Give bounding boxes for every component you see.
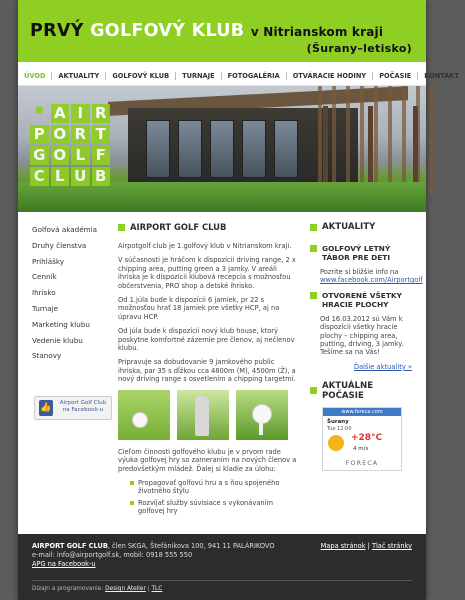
nav-golfovy-klub[interactable]: GOLFOVÝ KLUB: [106, 72, 176, 80]
weather-temperature: +28°C: [351, 432, 383, 443]
square-bullet-icon: [310, 387, 317, 394]
title-part3: v Nitrianskom kraji: [250, 25, 384, 39]
hero-window: [274, 120, 298, 178]
news-item-title[interactable]: OTVORENÉ VŠETKY HRACIE PLOCHY: [310, 291, 412, 309]
sidebar-item-cennik[interactable]: Cenník: [32, 272, 57, 282]
weather-wind: 4 m/s: [353, 445, 369, 452]
square-bullet-icon: [310, 292, 317, 299]
square-bullet-icon: [118, 224, 125, 231]
weather-city: Šurany: [327, 418, 349, 425]
paragraph: Pripravuje sa dobudovanie 9 jamkového public ihriska, par 35 s dĺžkou cca 4800m (M), 4500m (Ž), a nový driving range s osvetlením a chipping targetmi.: [118, 358, 296, 384]
photo-golfer[interactable]: [177, 390, 229, 440]
site-title[interactable]: [30, 21, 383, 41]
sidebar-item-vedenie[interactable]: Vedenie klubu: [32, 335, 83, 345]
goals-list: [130, 479, 300, 516]
golf-tee: [259, 421, 263, 435]
thumbs-up-icon: 👍: [39, 400, 53, 416]
square-bullet-icon: [310, 224, 317, 231]
nav-otvaracie-hodiny[interactable]: OTVÁRACIE HODINY: [287, 72, 373, 80]
print-page-link[interactable]: Tlač stránky: [371, 542, 412, 550]
weather-widget[interactable]: [322, 407, 402, 471]
footer: [18, 534, 426, 600]
paragraph: Cieľom činnosti golfového klubu je v prvom rade výuka golfovej hry so zameraním na nových členov a predovšetkým mládež. Ďalej si kladie za úlohu:: [118, 447, 297, 473]
hero-pergola: [318, 86, 438, 196]
list-item: Rozvíjať služby súvisiace s vykonávaním golfovej hry: [130, 499, 300, 516]
weather-site: www.foreca.com: [323, 408, 401, 416]
footer-address: , člen SKGA, Štefánikova 100, 941 11 PALÁRIKOVO: [107, 542, 275, 550]
main-nav: [18, 67, 459, 86]
list-item: Propagovať golfovú hru a s ňou spojeného životného štýlu: [130, 479, 300, 496]
nav-kontakt[interactable]: KONTAKT: [424, 72, 459, 80]
footer-contact: e-mail: info@airportgolf.sk, mobil: 0918 555 550: [32, 551, 193, 559]
hero-window: [242, 120, 266, 178]
footer-credit: Dizajn a programovanie: Design Atelier | TLC: [32, 586, 163, 592]
news-section-title: AKTUALITY: [310, 222, 412, 232]
hero-window: [178, 120, 202, 178]
hero-post: [323, 106, 328, 192]
golfer-figure: [195, 396, 209, 436]
sidebar-item-ihrisko[interactable]: Ihrisko: [32, 288, 56, 298]
paragraph: Od júla bude k dispozícii nový klub house, ktorý poskytne komfortné zázemie pre členov, aj nečlenov klubu.: [118, 327, 295, 353]
facebook-badge-text: Airport Golf Club na Facebook-u: [59, 400, 107, 413]
site-subtitle: (Šurany–letisko): [306, 42, 412, 55]
sitemap-link[interactable]: Mapa stránok: [320, 542, 366, 550]
photo-strip: [118, 390, 300, 440]
main-content: [118, 222, 300, 519]
right-column: [310, 222, 423, 471]
sidebar-item-druhy-clenstva[interactable]: Druhy členstva: [32, 240, 87, 250]
page: [18, 0, 459, 600]
hero-window: [210, 120, 234, 178]
nav-uvod[interactable]: ÚVOD: [18, 72, 52, 80]
nav-fotogaleria[interactable]: FOTOGALÉRIA: [222, 72, 287, 80]
paragraph: V súčasnosti je hráčom k dispozícii driving range, 2 x chipping area, putting green a 3 jamky. V areáli ihriska je k dispozícii klubová recepcia s možnosťou občerstvenia, PRO shop a detské ihrisko.: [118, 256, 296, 290]
sidebar-item-prihlasky[interactable]: Prihlášky: [32, 256, 65, 266]
paragraph: Od 1.júla bude k dispozícii 6 jamiek, pr 22 s možnosťou hrať 18 jamiek pre všetky HCP, aj na úpravu HCP.: [118, 296, 280, 321]
tlc-link[interactable]: TLC: [151, 586, 163, 592]
facebook-link[interactable]: www.facebook.com/Airportgolf: [320, 276, 423, 285]
logo-dot: •: [32, 99, 47, 124]
sidebar-item-marketing[interactable]: Marketing klubu: [32, 319, 90, 329]
photo-golf-tee[interactable]: [236, 390, 288, 440]
hero-post: [413, 106, 418, 192]
sidebar-item-stanovy[interactable]: Stanovy: [32, 351, 62, 361]
footer-club-name: AIRPORT GOLF CLUB: [32, 542, 108, 550]
square-bullet-icon: [310, 245, 317, 252]
news-item-text: Od 16.03.2012 sú Vám k dispozícii všetky hracie plochy – chipping area, putting, driving, 3 jamky. Tešíme sa na Vás!: [320, 314, 404, 357]
nav-aktuality[interactable]: AKTUALITY: [52, 72, 106, 80]
sun-icon: [328, 435, 344, 451]
title-part2: GOLFOVÝ KLUB: [90, 21, 245, 41]
sidebar-item-golfova-akademia[interactable]: Golfová akadémia: [32, 225, 98, 234]
hero-post: [368, 106, 373, 192]
intro-paragraph: Airpotgolf club je 1.golfový klub v Nitrianskom kraji.: [118, 242, 292, 250]
nav-pocasie[interactable]: POČASIE: [373, 72, 418, 80]
weather-section-title: AKTUÁLNE POČASIE: [310, 381, 412, 401]
news-item-title[interactable]: GOLFOVÝ LETNÝ TÁBOR PRE DETI: [310, 244, 412, 262]
facebook-badge[interactable]: [34, 396, 112, 420]
more-news-link[interactable]: Ďalšie aktuality »: [353, 362, 412, 371]
foreca-logo: FORECA: [345, 458, 379, 467]
main-title: AIRPORT GOLF CLUB: [118, 222, 300, 232]
sidebar-nav: [32, 222, 114, 364]
footer-facebook-link[interactable]: APG na Facebook-u: [32, 560, 96, 568]
design-atelier-link[interactable]: Design Atelier: [105, 586, 146, 592]
club-logo: • A I R P O R T G O L F C L U B: [30, 104, 110, 188]
weather-time: Tue 12:00: [327, 425, 352, 432]
photo-golf-ball[interactable]: [118, 390, 170, 440]
sidebar-item-turnaje[interactable]: Turnaje: [32, 303, 59, 313]
hero-window: [146, 120, 170, 178]
news-item-text: Pozrite si bližšie info na www.facebook.com/Airportgolf: [320, 268, 423, 285]
title-part1: PRVÝ: [30, 21, 84, 41]
nav-turnaje[interactable]: TURNAJE: [176, 72, 222, 80]
footer-divider: [32, 580, 412, 581]
footer-info: [32, 542, 275, 569]
header: [18, 0, 426, 62]
golf-ball: [132, 412, 148, 428]
footer-links: Mapa stránok | Tlač stránky: [320, 542, 412, 550]
